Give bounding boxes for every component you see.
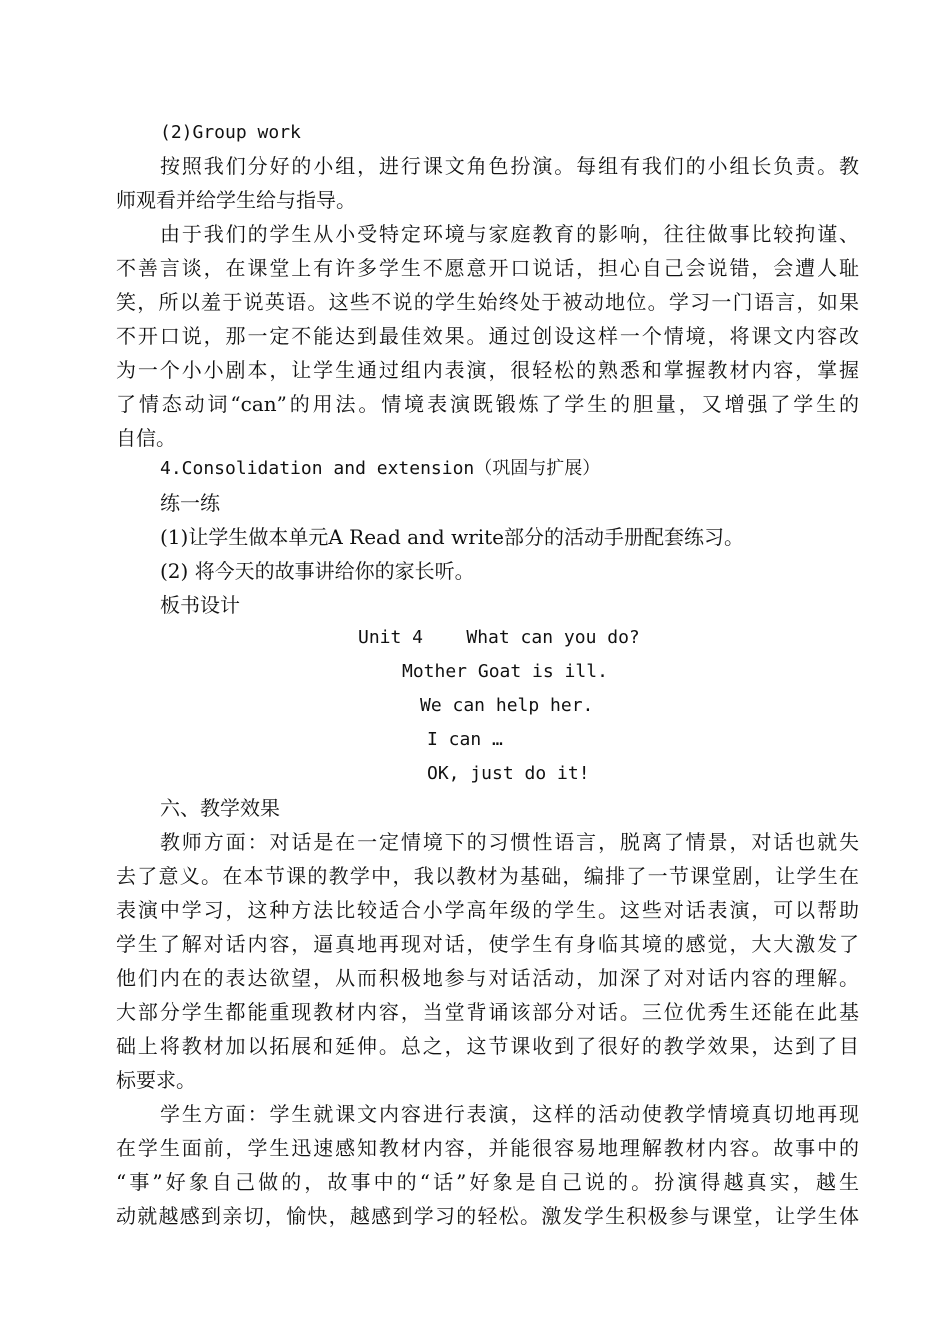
board-line-i-can: I can … [427,729,503,750]
paragraph-line: “事”好象自己做的，故事中的“话”好象是自己说的。扮演得越真实，越生 [116,1170,859,1194]
paragraph-line: 大部分学生都能重现教材内容，当堂背诵该部分对话。三位优秀生还能在此基 [116,1000,859,1024]
practice-item-1: (1)让学生做本单元A Read and write部分的活动手册配套练习。 [160,525,745,549]
group-work-heading: (2)Group work [160,122,301,143]
practice-subheading: 练一练 [160,491,220,515]
paragraph-line: 按照我们分好的小组，进行课文角色扮演。每组有我们的小组长负责。教 [160,154,859,178]
paragraph-line: 自信。 [116,426,176,450]
paragraph-line: 学生方面：学生就课文内容进行表演，这样的活动使教学情境真切地再现 [160,1102,859,1126]
paragraph-line: 表演中学习，这种方法比较适合小学高年级的学生。这些对话表演，可以帮助 [116,898,859,922]
paragraph-line: 础上将教材加以拓展和延伸。总之，这节课收到了很好的教学效果，达到了目 [116,1034,859,1058]
paragraph-line: 他们内在的表达欲望，从而积极地参与对话活动，加深了对对话内容的理解。 [116,966,859,990]
paragraph-line: 师观看并给学生给与指导。 [116,188,356,212]
paragraph-line: 不善言谈，在课堂上有许多学生不愿意开口说话，担心自己会说错，会遭人耻 [116,256,859,280]
paragraph-line: 在学生面前，学生迅速感知教材内容，并能很容易地理解教材内容。故事中的 [116,1136,859,1160]
paragraph-line: 笑，所以羞于说英语。这些不说的学生始终处于被动地位。学习一门语言，如果 [116,290,859,314]
paragraph-line: 不开口说，那一定不能达到最佳效果。通过创设这样一个情境，将课文内容改 [116,324,859,348]
paragraph-line: 去了意义。在本节课的教学中，我以教材为基础，编排了一节课堂剧，让学生在 [116,864,859,888]
paragraph-line: 学生了解对话内容，逼真地再现对话，使学生有身临其境的感觉，大大激发了 [116,932,859,956]
paragraph-line: 为一个小小剧本，让学生通过组内表演，很轻松的熟悉和掌握教材内容，掌握 [116,358,859,382]
board-line-help: We can help her. [420,695,594,716]
board-line-do-it: OK, just do it! [427,763,590,784]
paragraph-line: 了情态动词“can”的用法。情境表演既锻炼了学生的胆量，又增强了学生的 [116,392,859,416]
effect-heading: 六、教学效果 [160,796,280,820]
paragraph-line: 由于我们的学生从小受特定环境与家庭教育的影响，往往做事比较拘谨、 [160,222,859,246]
board-design-title: 板书设计 [160,593,240,617]
paragraph-line: 教师方面：对话是在一定情境下的习惯性语言，脱离了情景，对话也就失 [160,830,859,854]
consolidation-heading: 4.Consolidation and extension（巩固与扩展） [160,458,601,479]
practice-item-2: (2) 将今天的故事讲给你的家长听。 [160,559,475,583]
board-line-unit: Unit 4 What can you do? [358,627,640,648]
board-line-mother-goat: Mother Goat is ill. [402,661,608,682]
paragraph-line: 标要求。 [116,1068,196,1092]
paragraph-line: 动就越感到亲切，愉快，越感到学习的轻松。激发学生积极参与课堂，让学生体 [116,1204,859,1228]
